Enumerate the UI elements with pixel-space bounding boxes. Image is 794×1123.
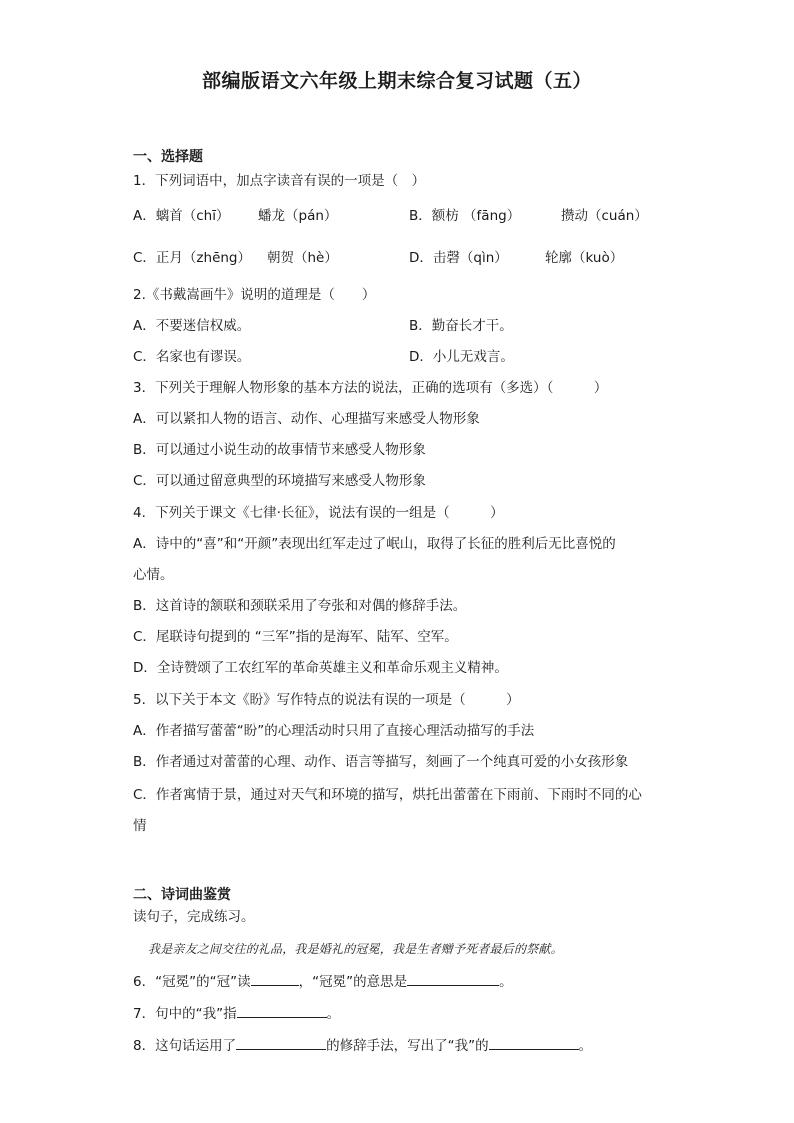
q7-text-2: 。 (326, 1006, 341, 1022)
q3-option-c: C．可以通过留意典型的环境描写来感受人物形象 (133, 473, 426, 489)
q2-option-b: B．勤奋长才干。 (409, 318, 513, 334)
question-6 (133, 971, 513, 992)
q6-text-2: ，“冠冕”的意思是 (298, 974, 408, 990)
question-5-stem: 5．以下关于本文《盼》写作特点的说法有误的一项是（ ） (133, 692, 520, 708)
q1-option-b1: B．额枋 （fāng） (409, 208, 521, 224)
q6-answer-blank-2[interactable] (407, 971, 499, 986)
q7-answer-blank[interactable] (237, 1003, 327, 1018)
q5-option-c-line2: 情 (133, 818, 147, 834)
section-heading-choice: 一、选择题 (133, 149, 203, 165)
q2-option-d: D．小儿无戏言。 (409, 349, 514, 365)
q8-text-3: 。 (578, 1038, 593, 1054)
q8-answer-blank-1[interactable] (236, 1035, 326, 1050)
q8-text-1: 8．这句话运用了 (133, 1038, 237, 1054)
q4-option-d: D．全诗赞颂了工农红军的革命英雄主义和革命乐观主义精神。 (133, 660, 508, 676)
q1-option-d2: 轮廓（kuò） (545, 250, 624, 266)
q6-text-3: 。 (499, 974, 513, 990)
section-heading-poetry: 二、诗词曲鉴赏 (133, 887, 231, 903)
question-8 (133, 1035, 592, 1056)
q1-option-b2: 攒动（cuán） (561, 208, 648, 224)
q1-option-c2: 朝贺（hè） (267, 250, 338, 266)
question-3-stem: 3．下列关于理解人物形象的基本方法的说法，正确的选项有（多选）（ ） (133, 380, 608, 396)
q1-option-a2: 蟠龙（pán） (258, 208, 338, 224)
q5-option-c-line1: C．作者寓情于景，通过对天气和环境的描写，烘托出蕾蕾在下雨前、下雨时不同的心 (133, 787, 642, 803)
q4-option-b: B．这首诗的颔联和颈联采用了夸张和对偶的修辞手法。 (133, 598, 467, 614)
q3-option-b: B．可以通过小说生动的故事情节来感受人物形象 (133, 442, 426, 458)
reading-instruction: 读句子，完成练习。 (133, 909, 255, 925)
reading-quote: 我是亲友之间交往的礼品，我是婚礼的冠冕，我是生者赠予死者最后的祭献。 (148, 942, 563, 956)
q1-option-c1: C．正月（zhēng） (133, 250, 251, 266)
q8-answer-blank-2[interactable] (489, 1035, 579, 1050)
q3-option-a: A．可以紧扣人物的语言、动作、心理描写来感受人物形象 (133, 411, 480, 427)
q4-option-a-line1: A．诗中的“喜”和“开颜”表现出红军走过了岷山，取得了长征的胜利后无比喜悦的 (133, 536, 616, 552)
q1-option-a1: A．螭首（chī） (133, 208, 230, 224)
q8-text-2: 的修辞手法，写出了“我”的 (326, 1038, 489, 1054)
q2-option-c: C．名家也有谬误。 (133, 349, 251, 365)
q5-option-b: B．作者通过对蕾蕾的心理、动作、语言等描写，刻画了一个纯真可爱的小女孩形象 (133, 754, 629, 770)
question-7 (133, 1003, 340, 1024)
question-1-stem: 1．下列词语中，加点字读音有误的一项是（ ） (133, 173, 426, 189)
page-title: 部编版语文六年级上期末综合复习试题（五） (201, 70, 592, 92)
q4-option-c: C．尾联诗句提到的 “三军”指的是海军、陆军、空军。 (133, 629, 458, 645)
question-4-stem: 4．下列关于课文《七律·长征》，说法有误的一组是（ ） (133, 505, 504, 521)
q4-option-a-line2: 心情。 (133, 567, 174, 583)
q2-option-a: A．不要迷信权威。 (133, 318, 251, 334)
q5-option-a: A．作者描写蕾蕾“盼”的心理活动时只用了直接心理活动描写的手法 (133, 723, 535, 739)
q6-text-1: 6．“冠冕”的“冠”读 (133, 974, 251, 990)
q6-answer-blank-1[interactable] (251, 971, 299, 986)
q1-option-d1: D．击磬（qìn） (409, 250, 508, 266)
q7-text-1: 7．句中的“我”指 (133, 1006, 237, 1022)
question-2-stem: 2.《书戴嵩画牛》说明的道理是（ ） (133, 287, 376, 303)
